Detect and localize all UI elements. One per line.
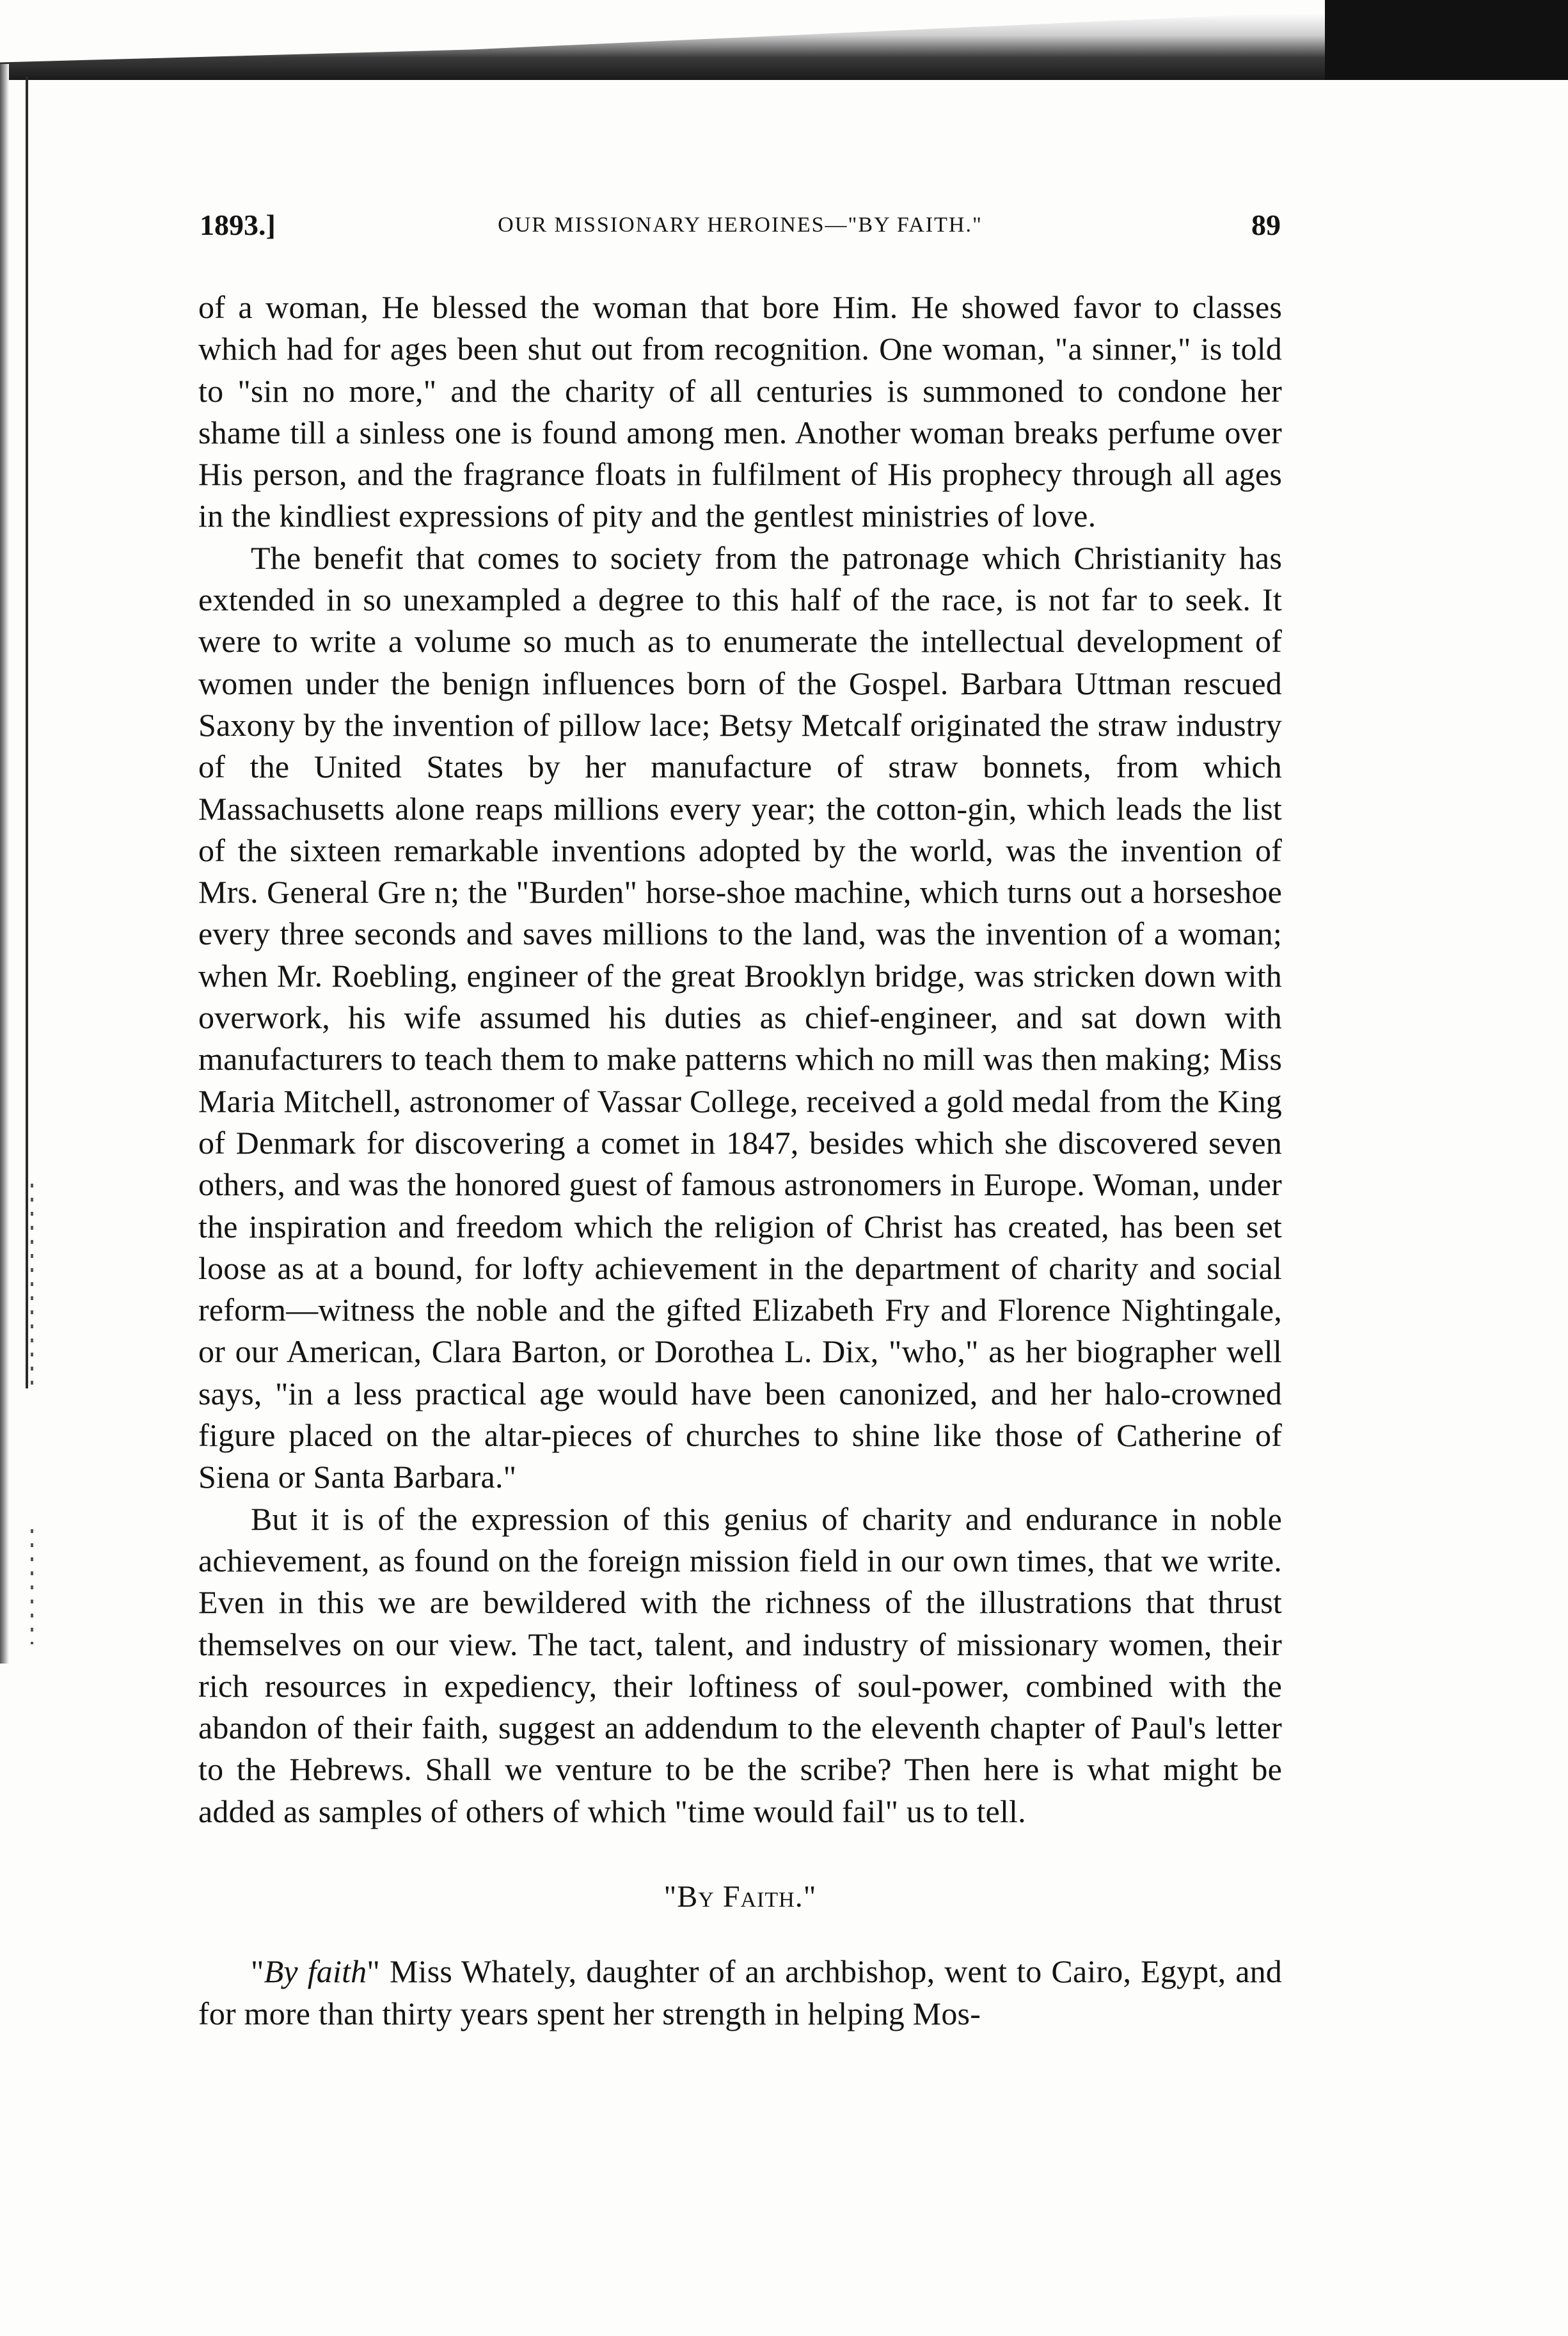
binding-rule <box>26 77 28 1388</box>
page-number: 89 <box>1251 209 1281 241</box>
open-quote: " <box>251 1953 264 1990</box>
paragraph-final <box>198 1951 1282 2035</box>
running-head-title: OUR MISSIONARY HEROINES—"BY FAITH." <box>498 213 983 237</box>
binding-edge <box>0 64 9 1664</box>
body-text <box>198 287 1282 2035</box>
scan-speckle <box>31 1184 33 1388</box>
scan-shadow-corner <box>1325 0 1568 80</box>
paragraph: The benefit that comes to society from the patronage which Christianity has extended in so unexampled a degree to this half of the race, is not far to seek. It were to write a volume so much as to enumerate the intellectual development of women under the benign influences born of the Gospel. Barbara Uttman rescued Saxony by the invention of pillow lace; Betsy Metcalf originated the straw industry of the United States by her manufacture of straw bonnets, from which Massachusetts alone reaps millions every year; the cotton-gin, which leads the list of the sixteen remarkable inventions adopted by the world, was the invention of Mrs. General Gre n; the "Burden" horse-shoe machine, which turns out a horseshoe every three seconds and saves millions to the land, was the invention of a woman; when Mr. Roebling, engineer of the great Brooklyn bridge, was stricken down with overwork, his wife assumed his duties as chief-engineer, and sat down with manufacturers to teach them to make patterns which no mill was then making; Miss Maria Mitchell, astronomer of Vassar College, received a gold medal from the King of Denmark for discovering a comet in 1847, besides which she discovered seven others, and was the honored guest of famous astronomers in Europe. Woman, under the inspiration and freedom which the religion of Christ has created, has been set loose as at a bound, for lofty achievement in the department of charity and social reform—witness the noble and the gifted Elizabeth Fry and Florence Nightingale, or our American, Clara Barton, or Dorothea L. Dix, "who," as her biographer well says, "in a less practical age would have been canonized, and her halo-crowned figure placed on the altar-pieces of churches to shine like those of Catherine of Siena or Santa Barbara." <box>198 539 1282 1495</box>
italic-lead: By faith <box>264 1953 367 1990</box>
paragraph-text: Miss Whately, daughter of an archbishop, went to Cairo, Egypt, and for more than thirty years spent her strength in helping Mos- <box>198 1953 1283 2031</box>
section-heading: "By Faith." <box>663 1879 817 1914</box>
running-head-year: 1893.] <box>200 209 276 241</box>
close-quote: " <box>367 1953 381 1990</box>
paragraph: of a woman, He blessed the woman that bore Him. He showed favor to classes which had for ages been shut out from recognition. One woman, "a sinner," is told to "sin no more," and the charity of all centuries is summoned to condone her shame till a sinless one is found among men. Another woman breaks perfume over His person, and the fragrance floats in fulfilment of His prophecy through all ages in the kindliest expressions of pity and the gentlest ministries of love. <box>198 289 1282 534</box>
running-head <box>200 206 1281 244</box>
scan-speckle <box>31 1529 33 1644</box>
paragraph: But it is of the expression of this genius of charity and endurance in noble achievement, as found on the foreign mission field in our own times, that we write. Even in this we are bewildered with the richness of the illustrations that thrust themselves on our view. The tact, talent, and industry of missionary women, their rich resources in expediency, their loftiness of soul-power, combined with the abandon of their faith, suggest an addendum to the eleventh chapter of Paul's letter to the Hebrews. Shall we venture to be the scribe? Then here is what might be added as samples of others of which "time would fail" us to tell. <box>198 1500 1282 1829</box>
